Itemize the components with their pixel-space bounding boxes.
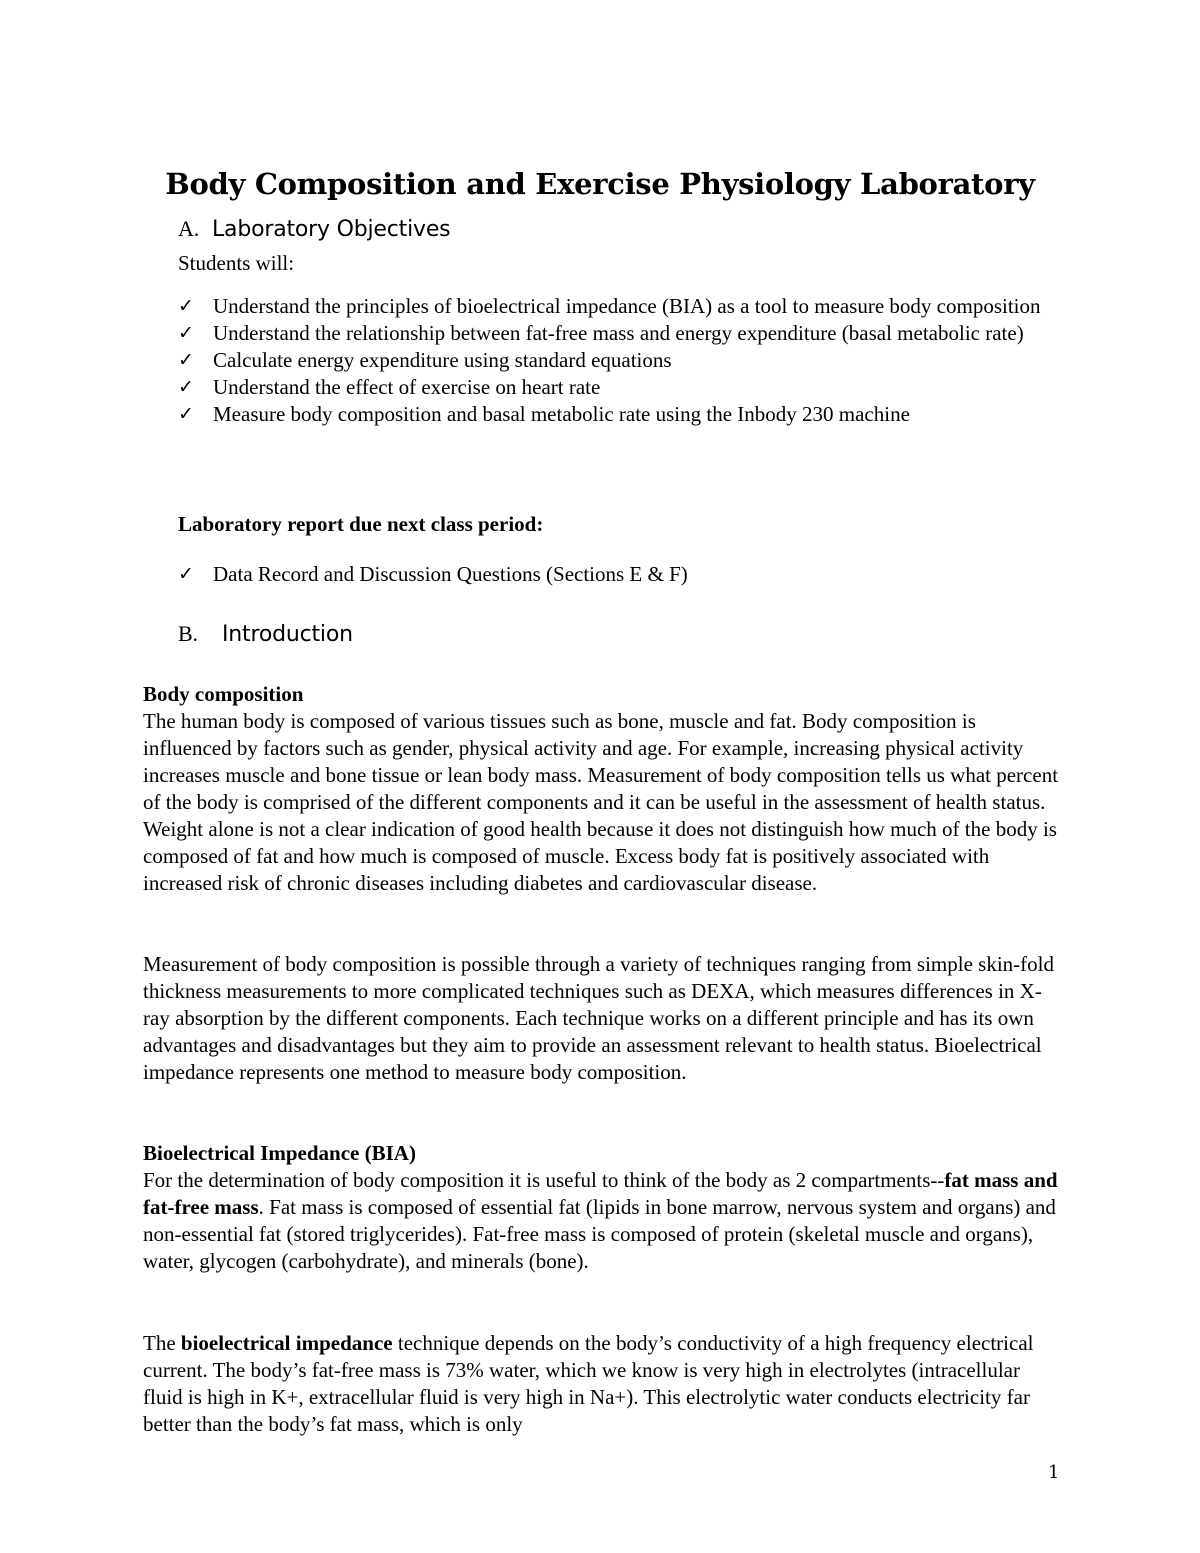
bia-emphasis: bioelectrical impedance — [180, 1331, 393, 1355]
students-will-label: Students will: — [178, 251, 295, 275]
body-composition-paragraph-2: Measurement of body composition is possible through a variety of techniques ranging from simple skin-fold thickness measurements to more complicated techniques such as DEXA, which measures differences in X-ray absorption by the different components. Each technique works on a different principle and has its own advantages and disadvantages but they aim to provide an assessment relevant to health status. Bioelectrical impedance represents one method to measure body composition. — [143, 952, 1054, 1084]
section-a-letter: A. — [178, 216, 199, 241]
section-b-title: Introduction — [222, 622, 353, 647]
list-item: ✓ Data Record and Discussion Questions (Sections E & F) — [178, 562, 688, 586]
list-item: ✓ Understand the effect of exercise on heart rate — [178, 375, 601, 399]
checkmark-icon: ✓ — [178, 322, 194, 344]
page-number: 1 — [1048, 1462, 1060, 1483]
checkmark-icon: ✓ — [178, 403, 194, 425]
body-composition-heading: Body composition — [143, 682, 304, 706]
bia-heading: Bioelectrical Impedance (BIA) — [143, 1141, 416, 1165]
list-item: ✓ Understand the principles of bioelectrical impedance (BIA) as a tool to measure body composition — [178, 294, 1041, 318]
section-b-heading — [178, 619, 353, 650]
list-item: ✓ Understand the relationship between fat-free mass and energy expenditure (basal metabolic rate) — [178, 321, 1024, 345]
checkmark-icon: ✓ — [178, 376, 194, 398]
list-item: ✓ Measure body composition and basal metabolic rate using the Inbody 230 machine — [178, 402, 910, 426]
body-composition-paragraph-1: The human body is composed of various tissues such as bone, muscle and fat. Body composition is influenced by factors such as gender, physical activity and age. For example, increasing physical activity increases muscle and bone tissue or lean body mass. Measurement of body composition tells us what percent of the body is comprised of the different components and it can be useful in the assessment of health status. Weight alone is not a clear indication of good health because it does not distinguish how much of the body is composed of fat and how much is composed of muscle. Excess body fat is positively associated with increased risk of chronic diseases including diabetes and cardiovascular disease. — [143, 709, 1059, 895]
checkmark-icon: ✓ — [178, 349, 194, 371]
document-title: Body Composition and Exercise Physiology Laboratory — [165, 167, 1035, 201]
section-a-title: Laboratory Objectives — [212, 217, 451, 242]
report-items-list — [178, 561, 1058, 588]
checkmark-icon: ✓ — [178, 563, 194, 585]
list-item: ✓ Calculate energy expenditure using standard equations — [178, 348, 672, 372]
section-b-letter: B. — [178, 621, 198, 646]
bia-paragraph-2: The bioelectrical impedance technique depends on the body’s conductivity of a high frequency electrical current. The body’s fat-free mass is 73% water, which we know is very high in electrolytes (intracellular fluid is high in K+, extracellular fluid is very high in Na+). This electrolytic water conducts electricity far better than the body’s fat mass, which is only — [143, 1331, 1034, 1436]
section-a-heading — [178, 214, 450, 245]
objectives-list — [178, 293, 1058, 428]
fat-mass-emphasis: fat mass and fat-free mass — [143, 1168, 1058, 1219]
checkmark-icon: ✓ — [178, 295, 194, 317]
report-due-heading: Laboratory report due next class period: — [178, 512, 544, 536]
bia-paragraph-1: For the determination of body composition it is useful to think of the body as 2 compartments--fat mass and fat-free mass. Fat mass is composed of essential fat (lipids in bone marrow, nervous system and organs) and non-essential fat (stored triglycerides). Fat-free mass is composed of protein (skeletal muscle and organs), water, glycogen (carbohydrate), and minerals (bone). — [143, 1168, 1058, 1273]
